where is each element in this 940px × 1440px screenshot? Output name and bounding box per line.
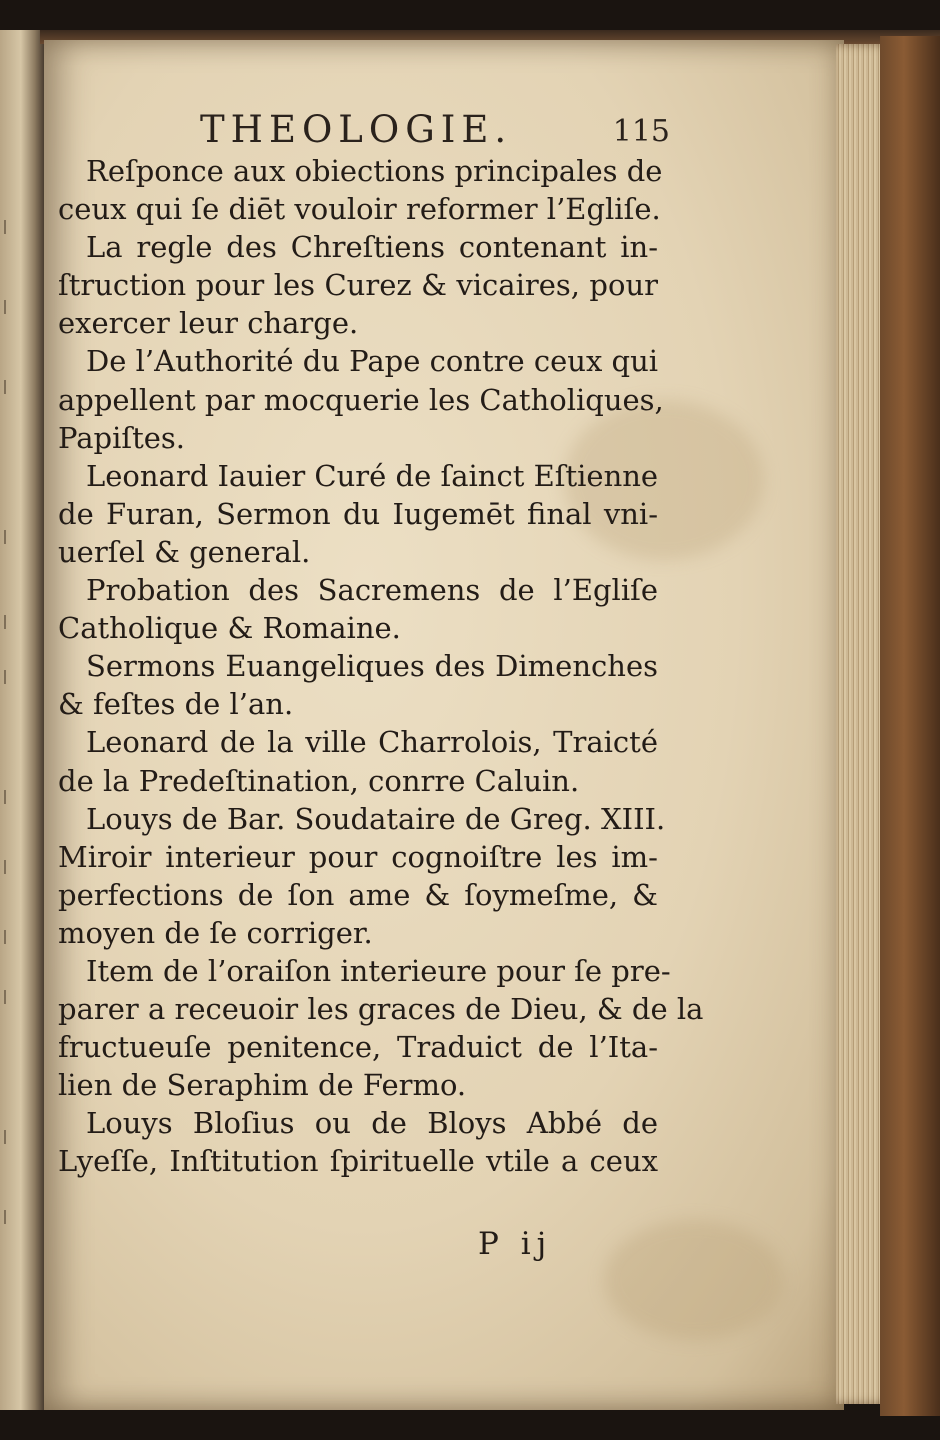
text-line: exercer leur charge. <box>58 306 359 341</box>
text-line: Miroir interieur pour cognoiſtre les im- <box>58 839 658 874</box>
text-line: moyen de ſe corriger. <box>58 915 373 950</box>
text-line: Catholique & Romaine. <box>58 611 401 646</box>
text-line: Item de l’oraiſon interieure pour ſe pre- <box>86 953 671 988</box>
text-line: de la Predeſtination, conrre Caluin. <box>58 763 580 798</box>
text-line: lien de Seraphim de Fermo. <box>58 1068 467 1103</box>
text-line: Sermons Euangeliques des Dimenches <box>86 649 658 684</box>
text-line: Leonard de la ville Charrolois, Traicté <box>86 725 658 760</box>
text-line: uerſel & general. <box>58 534 311 569</box>
text-line: ceux qui ſe diēt vouloir reformer l’Egliſe. <box>58 192 661 227</box>
bleed-mark <box>4 380 16 394</box>
text-line: Probation des Sacremens de l’Egliſe <box>86 573 658 608</box>
text-line: Papiſtes. <box>58 420 185 455</box>
bleed-mark <box>4 930 16 944</box>
bleed-mark <box>4 990 16 1004</box>
signature-mark: P ij <box>478 1226 553 1262</box>
bleed-mark <box>4 530 16 544</box>
text-line: Reſponce aux obiections principales de <box>86 154 663 188</box>
text-line: parer a receuoir les graces de Dieu, & de la <box>58 992 704 1027</box>
text-line: appellent par mocquerie les Catholiques, <box>58 382 664 417</box>
bleed-mark <box>4 300 16 314</box>
page-number: 115 <box>612 114 670 149</box>
paper-stain <box>604 1220 784 1340</box>
text-line: de Furan, Sermon du Iugemēt final vni- <box>58 496 658 531</box>
bleed-mark <box>4 220 16 234</box>
previous-page-edge <box>0 30 46 1410</box>
text-line: & feſtes de l’an. <box>58 687 294 722</box>
text-line: Lyeſſe, Inſtitution ſpirituelle vtile a ceux <box>58 1144 658 1179</box>
text-line: Louys Bloſius ou de Bloys Abbé de <box>86 1106 658 1141</box>
leather-cover-edge <box>880 36 940 1416</box>
bleed-mark <box>4 860 16 874</box>
bleed-mark <box>4 670 16 684</box>
bleed-mark <box>4 1130 16 1144</box>
page-header <box>200 108 670 154</box>
text-line: fructueuſe penitence, Traduict de l’Ita- <box>58 1030 658 1065</box>
text-line: De l’Authorité du Pape contre ceux qui <box>86 344 659 379</box>
bleed-mark <box>4 615 16 629</box>
text-line: ſtruction pour les Curez & vicaires, pour <box>58 268 658 303</box>
text-line: La regle des Chreſtiens contenant in- <box>86 230 658 265</box>
text-line: perfections de ſon ame & ſoymeſme, & <box>58 877 658 912</box>
bleed-mark <box>4 1210 16 1224</box>
text-line: Leonard Iauier Curé de ſainct Eſtienne <box>86 458 659 493</box>
body-text <box>58 152 704 1181</box>
text-line: Louys de Bar. Soudataire de Greg. XIII. <box>86 801 666 836</box>
running-title: THEOLOGIE. <box>200 108 513 151</box>
bleed-mark <box>4 790 16 804</box>
